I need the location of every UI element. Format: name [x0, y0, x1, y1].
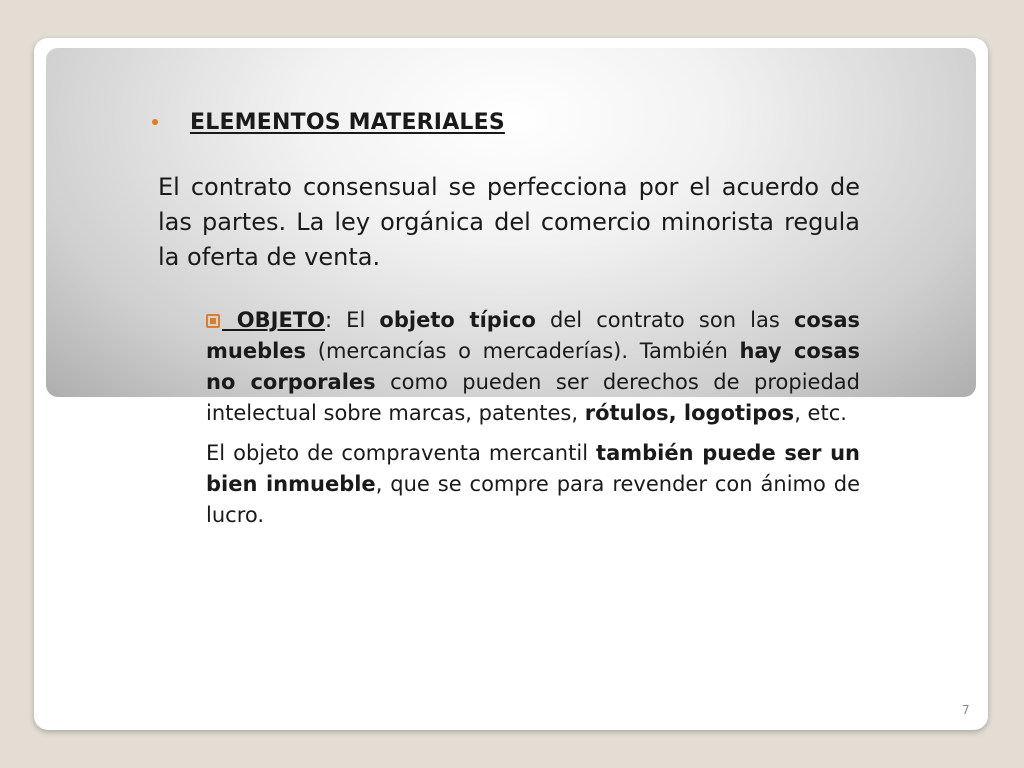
title-row	[152, 106, 505, 138]
checkbox-bullet-icon	[206, 314, 220, 328]
text-span: (mercancías o mercaderías). También	[306, 339, 740, 363]
objeto-section	[206, 305, 860, 531]
objeto-label: OBJETO	[222, 308, 325, 332]
inmueble-paragraph	[206, 438, 860, 531]
intro-paragraph: El contrato consensual se perfecciona por el acuerdo de las partes. La ley orgánica del comercio minorista regula la oferta de venta.	[158, 173, 860, 271]
text-span: como pueden ser derechos de propiedad intelectual sobre marcas, patentes,	[206, 370, 860, 425]
text-span: El objeto de compraventa mercantil	[206, 441, 597, 465]
text-span: : El	[324, 308, 380, 332]
text-span: , que se compre para revender con ánimo de lucro.	[206, 472, 860, 527]
bold-span: rótulos, logotipos	[584, 401, 795, 425]
text-span: del contrato son las	[535, 308, 794, 332]
bullet-dot-icon	[152, 119, 158, 125]
bold-span: objeto típico	[379, 308, 536, 332]
bold-span: también puede ser un bien inmueble	[206, 441, 860, 496]
objeto-paragraph	[206, 305, 860, 429]
bold-span: hay cosas no corporales	[206, 339, 860, 394]
page-number: 7	[962, 703, 970, 717]
text-span: , etc.	[794, 401, 847, 425]
slide-title: ELEMENTOS MATERIALES	[190, 109, 505, 135]
bold-span: cosas muebles	[206, 308, 860, 363]
